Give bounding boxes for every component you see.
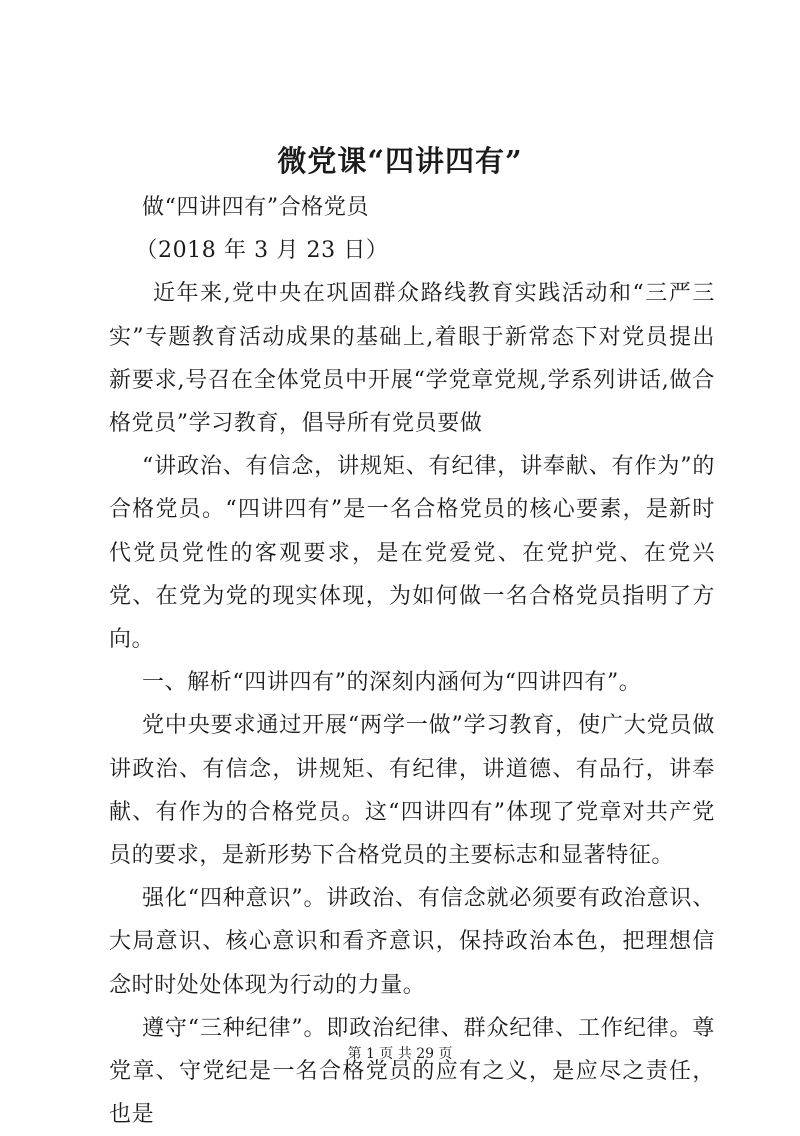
paragraph: 党中央要求通过开展“两学一做”学习教育，使广大党员做讲政治、有信念，讲规矩、有纪律，讲道德、有品行，讲奉献、有作为的合格党员。这“四讲四有”体现了党章对共产党员的要求，是新形势下合格党员的主要标志和显著特征。 — [109, 713, 715, 869]
document-title: 微党课“四讲四有” — [277, 144, 523, 178]
paragraph: “讲政治、有信念，讲规矩、有纪律，讲奉献、有作为”的合格党员。“四讲四有”是一名合格党员的核心要素，是新时代党员党性的客观要求，是在党爱党、在党护党、在党兴党、在党为党的现实体现，为如何做一名合格党员指明了方向。 — [109, 454, 715, 653]
paragraph: 遵守“三种纪律”。即政治纪律、群众纪律、工作纪律。尊党章、守党纪是一名合格党员的应有之义，是应尽之责任，也是 — [109, 1015, 715, 1128]
document-subtitle: 做“四讲四有”合格党员 — [142, 195, 370, 220]
paragraph: 强化“四种意识”。讲政治、有信念就必须要有政治意识、大局意识、核心意识和看齐意识，保持政治本色，把理想信念时时处处体现为行动的力量。 — [109, 886, 715, 998]
document-body — [109, 186, 715, 1136]
page-footer: 第 1 页 共 29 页 — [347, 1046, 453, 1062]
paragraph: 近年来,党中央在巩固群众路线教育实践活动和“三严三实”专题教育活动成果的基础上,着眼于新常态下对党员提出新要求,号召在全体党员中开展“学党章党规,学系列讲话,做合格党员”学习教育，倡导所有党员要做 — [109, 281, 715, 437]
paragraph: 一、解析“四讲四有”的深刻内涵何为“四讲四有”。 — [142, 670, 642, 696]
document-date: （2018 年 3 月 23 日） — [135, 238, 389, 264]
